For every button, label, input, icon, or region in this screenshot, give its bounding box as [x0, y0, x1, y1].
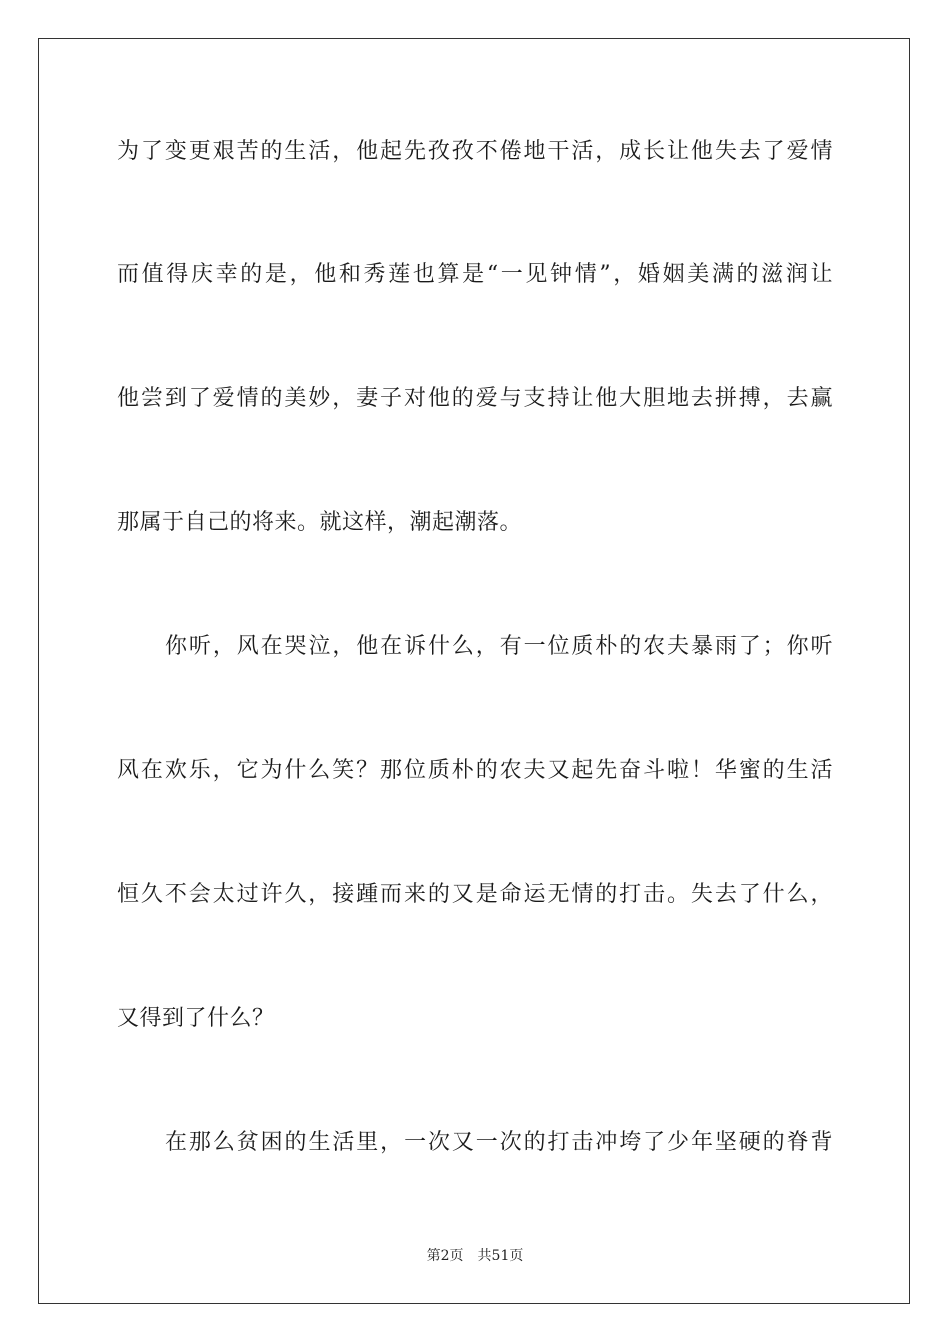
text-line-2: 而值得庆幸的是，他和秀莲也算是“一见钟情”，婚姻美满的滋润让 [117, 262, 833, 287]
text-line-1: 为了变更艰苦的生活，他起先孜孜不倦地干活，成长让他失去了爱情 [117, 139, 833, 164]
page-total: 共51页 [477, 1248, 524, 1264]
text-line-4: 那属于自己的将来。就这样，潮起潮落。 [117, 510, 523, 535]
text-line-3: 他尝到了爱情的美妙，妻子对他的爱与支持让他大胆地去拼搏，去赢 [117, 386, 833, 411]
text-line-7: 恒久不会太过许久，接踵而来的又是命运无情的打击。失去了什么， [117, 882, 833, 907]
text-line-5: 你听，风在哭泣，他在诉什么，有一位质朴的农夫暴雨了；你听 [165, 634, 833, 659]
page-footer [0, 1246, 950, 1266]
text-line-9: 在那么贫困的生活里，一次又一次的打击冲垮了少年坚硬的脊背 [165, 1130, 833, 1155]
page-number: 第2页 [426, 1248, 464, 1264]
text-line-8: 又得到了什么？ [117, 1006, 275, 1031]
page-border [38, 38, 910, 1304]
text-line-6: 风在欢乐，它为什么笑？那位质朴的农夫又起先奋斗啦！华蜜的生活 [117, 758, 833, 783]
